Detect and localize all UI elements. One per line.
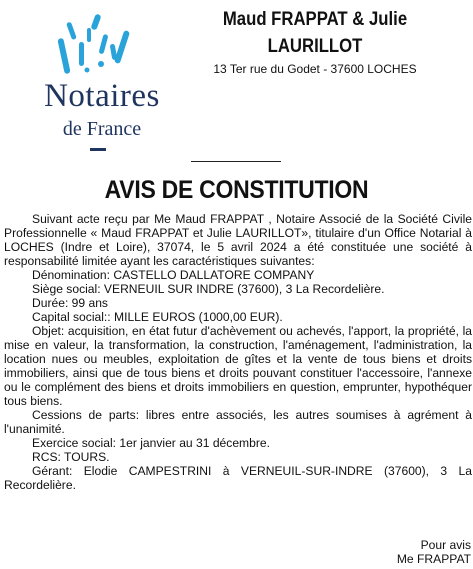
siege-line: Siège social: VERNEUIL SUR INDRE (37600), 3 La Recordelière. — [32, 282, 385, 296]
logo-wordmark: Notaires — [44, 78, 160, 114]
denomination-line: Dénomination: CASTELLO DALLATORE COMPANY — [32, 268, 315, 282]
signature-pour-avis: Pour avis — [420, 538, 471, 552]
objet-paragraph: Objet: acquisition, en état futur d'achèvement ou achevés, l'apport, la propriété, la mise en valeur, la transformation, la construction, l'aménagement, l'administration, la location nues ou meubles, exploitation de gîtes et la vente de tous biens et droits immobiliers, ainsi que de tous biens et droits pouvant constituer l'accessoire, l'annexe ou le complément des biens et droits immobiliers en question, emprunter, hypothéquer tous biens. — [4, 324, 472, 408]
notaires-emblem-icon — [57, 8, 137, 83]
cessions-paragraph: Cessions de parts: libres entre associés, les autres soumises à agrément à l'unanimité. — [4, 408, 472, 436]
notaires-de-france-logo — [22, 8, 182, 153]
exercice-line: Exercice social: 1er janvier au 31 décembre. — [32, 436, 270, 450]
duree-line: Durée: 99 ans — [32, 296, 108, 310]
firm-address: 13 Ter rue du Godet - 37600 LOCHES — [213, 62, 417, 76]
logo-dash — [90, 148, 106, 151]
notice-title: AVIS DE CONSTITUTION — [104, 176, 369, 204]
notice-body — [4, 212, 472, 492]
signature-name: Me FRAPPAT — [396, 552, 471, 566]
logo-subtitle: de France — [62, 118, 142, 140]
notice-intro: Suivant acte reçu par Me Maud FRAPPAT , Notaire Associé de la Société Civile Professionnelle « Maud FRAPPAT et Julie LAURILLOT», titulaire d'un Office Notarial à LOCHES (Indre et Loire), 37074, le 5 avril 2024 a été constituée une société à responsabilité limitée ayant les caractéristiques suivantes: — [4, 212, 472, 268]
gerant-paragraph: Gérant: Elodie CAMPESTRINI à VERNEUIL-SUR-INDRE (37600), 3 La Recordelière. — [4, 464, 472, 492]
capital-line: Capital social:: MILLE EUROS (1000,00 EUR). — [32, 310, 283, 324]
rcs-line: RCS: TOURS. — [32, 450, 110, 464]
firm-name: Maud FRAPPAT & Julie LAURILLOT — [222, 9, 408, 57]
signature-block — [397, 538, 471, 566]
divider-rule — [191, 161, 281, 162]
